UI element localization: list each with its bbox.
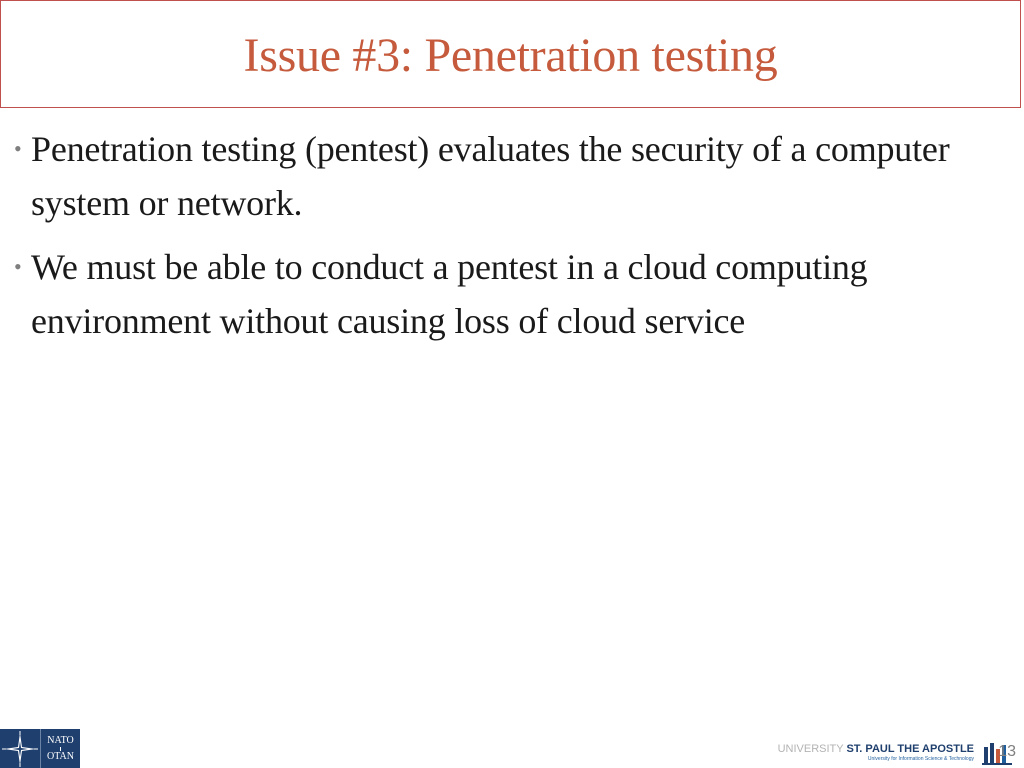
bullet-text: Penetration testing (pentest) evaluates the security of a computer system or network.	[31, 129, 950, 223]
nato-wordmark	[40, 729, 80, 768]
university-wordmark	[778, 743, 974, 763]
otan-label: OTAN	[47, 750, 74, 762]
nato-logo	[0, 729, 80, 768]
bullet-text: We must be able to conduct a pentest in a cloud computing environment without causing loss of cloud service	[31, 247, 868, 341]
university-name: ST. PAUL THE APOSTLE	[846, 743, 974, 755]
bullet-dot-icon: •	[14, 254, 22, 279]
nato-compass-star-icon	[0, 729, 40, 768]
nato-label: NATO	[47, 734, 74, 746]
page-number: 13	[998, 743, 1016, 760]
bullet-item	[0, 240, 1024, 348]
university-subtitle: University for Information Science & Technology	[867, 756, 974, 762]
title-box	[0, 0, 1021, 108]
university-branding	[778, 738, 1016, 768]
bullet-item	[0, 122, 1024, 230]
university-word: UNIVERSITY	[777, 743, 844, 755]
bullet-list	[0, 122, 1024, 358]
bullet-dot-icon: •	[14, 136, 22, 161]
university-name-line	[778, 743, 974, 756]
university-building-logo-icon	[982, 739, 1016, 767]
slide-title: Issue #3: Penetration testing	[243, 28, 778, 82]
nato-divider	[60, 747, 61, 751]
